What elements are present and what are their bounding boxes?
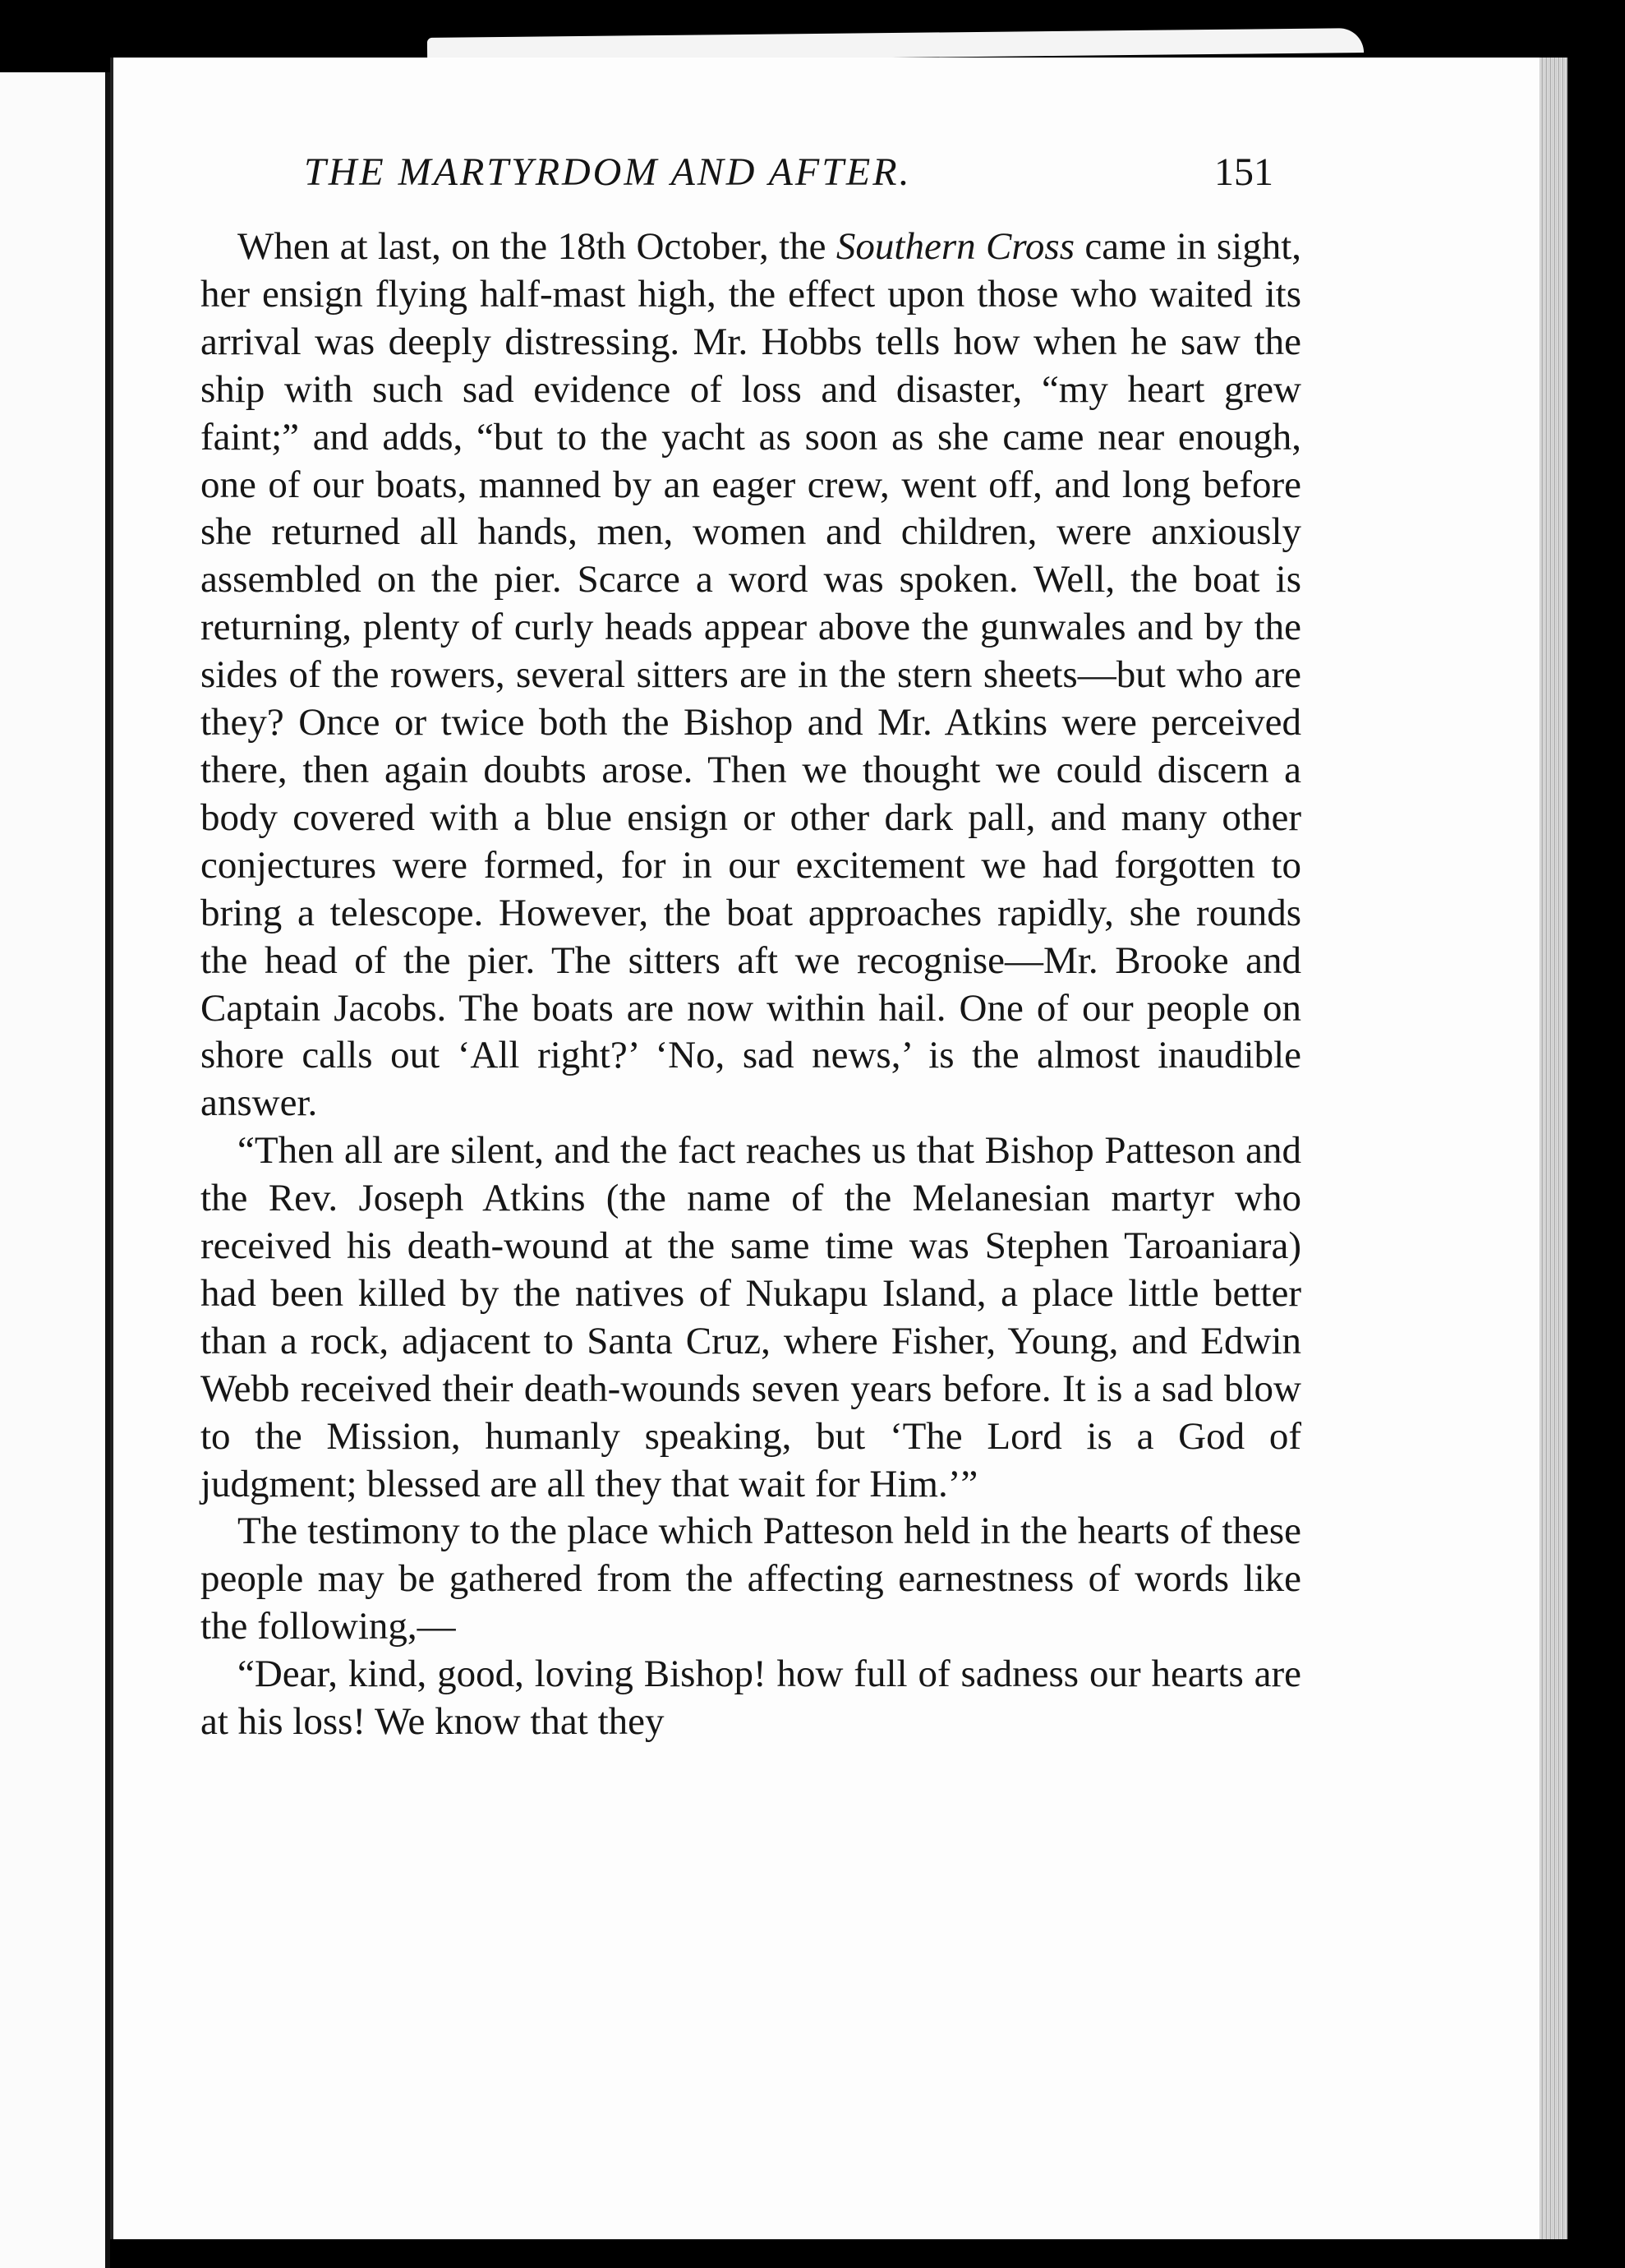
running-head [304, 150, 1273, 207]
paragraph-2: “Then all are silent, and the fact reaches us that Bishop Patteson and the Rev. Joseph Atkins (the name of the Melanesian martyr who received his death-wound at the same time was Stephen Taroaniara) had been killed by the natives of Nukapu Island, a place little better than a rock, adjacent to Santa Cruz, where Fisher, Young, and Edwin Webb received their death-wounds seven years before. It is a sad blow to the Mission, humanly speaking, but ‘The Lord is a God of judgment; blessed are all they that wait for Him.’” [200, 1129, 1301, 1505]
page-number: 151 [1214, 150, 1273, 194]
paragraph-4: “Dear, kind, good, loving Bishop! how full of sadness our hearts are at his loss! We know that they [200, 1653, 1301, 1744]
paragraph-1 [200, 224, 1301, 1127]
page-fore-edge [1540, 58, 1567, 2239]
body-text [200, 224, 1301, 1746]
paragraph-text: When at last, on the 18th October, the [237, 225, 836, 268]
left-page-edge [0, 72, 110, 2268]
paragraph-3: The testimony to the place which Patteson held in the hearts of these people may be gathered from the affecting earnestness of words like the following,— [200, 1510, 1301, 1648]
paragraph-text: came in sight, her ensign flying half-mast high, the effect upon those who waited its arrival was deeply distressing. Mr. Hobbs tells how when he saw the ship with such sad evidence of loss and disaster, “my heart grew faint;” and adds, “but to the yacht as soon as she came near enough, one of our boats, manned by an eager crew, went off, and long before she returned all hands, men, women and children, were anxiously assembled on the pier. Scarce a word was spoken. Well, the boat is returning, plenty of curly heads appear above the gunwales and by the sides of the rowers, several sitters are in the stern sheets—but who are they? Once or twice both the Bishop and Mr. Atkins were perceived there, then again doubts arose. Then we thought we could discern a body covered with a blue ensign or other dark pall, and many other conjectures were formed, for in our excitement we had forgotten to bring a telescope. However, the boat approaches rapidly, she rounds the head of the pier. The sitters aft we recognise—Mr. Brooke and Captain Jacobs. The boats are now within hail. One of our people on shore calls out ‘All right?’ ‘No, sad news,’ is the almost inaudible answer. [200, 225, 1302, 1125]
running-title: THE MARTYRDOM AND AFTER. [304, 150, 912, 194]
ship-name: Southern Cross [836, 225, 1075, 268]
